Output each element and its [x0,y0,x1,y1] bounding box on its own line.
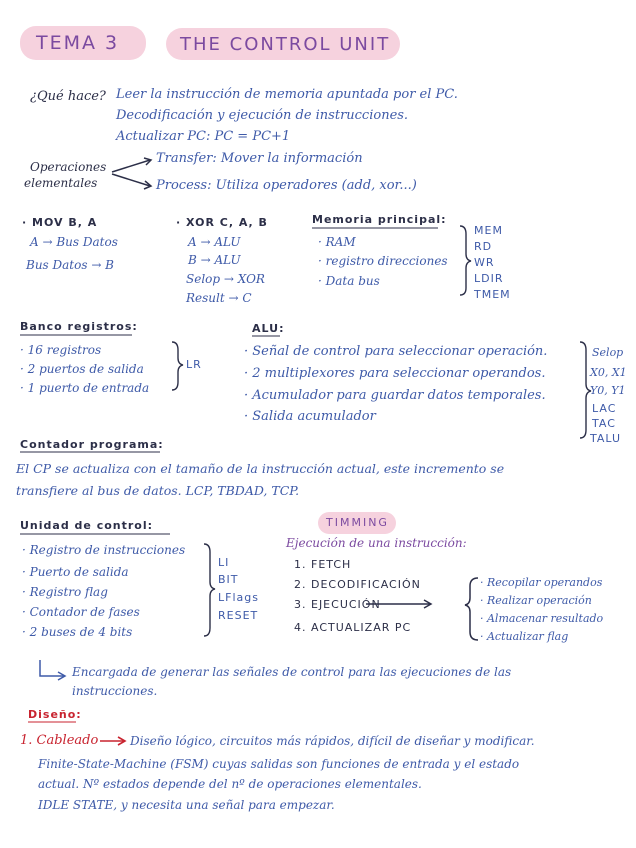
banco-signal: LR [186,358,202,371]
mov-line-1: A → Bus Datos [30,235,118,249]
xor-line-1: A → ALU [188,235,241,249]
tema-label: TEMA 3 [36,32,120,54]
unidad-item-1: · Registro de instrucciones [22,543,186,557]
alu-signal-y: Y0, Y1 [590,384,626,397]
ejecucion-item-4: · Actualizar flag [480,630,569,643]
xor-line-3: Selop → XOR [186,272,265,286]
transfer-text: Transfer: Mover la información [156,151,363,166]
transfer-arrow [112,160,150,172]
ejecucion-item-3: · Almacenar resultado [480,612,604,625]
diseno-line-1: Finite-State-Machine (FSM) cuyas salidas son funciones de entrada y el estado [38,757,520,771]
banco-item-2: · 2 puertos de salida [20,362,144,376]
contador-line-1: El CP se actualiza con el tamaño de la instrucción actual, este incremento se [16,461,505,476]
memoria-signal-ldir: LDIR [474,272,504,285]
process-text: Process: Utiliza operadores (add, xor...) [156,178,417,193]
unidad-item-5: · 2 buses de 4 bits [22,625,133,639]
unidad-item-3: · Registro flag [22,585,108,599]
timing-title: TIMMING [326,516,389,529]
xor-line-4: Result → C [186,291,252,305]
process-arrow [112,174,150,186]
memoria-signal-wr: WR [474,256,495,269]
unidad-signal-li: LI [218,556,230,569]
timing-subtitle: Ejecución de una instrucción: [286,536,467,550]
contador-line-2: transfiere al bus de datos. LCP, TBDAD, TCP. [16,483,300,498]
timing-step-1: 1. FETCH [294,558,352,571]
banco-title: Banco registros: [20,320,138,333]
contador-title: Contador programa: [20,438,164,451]
ejecucion-item-2: · Realizar operación [480,594,592,607]
memoria-signal-mem: MEM [474,224,503,237]
alu-signal-lac: LAC [592,402,617,415]
memoria-title: Memoria principal: [312,213,447,226]
alu-item-3: · Acumulador para guardar datos temporales. [244,388,546,403]
unidad-signal-bit: BIT [218,573,239,586]
xor-title: · XOR C, A, B [176,216,268,229]
cableado-text: Diseño lógico, circuitos más rápidos, difícil de diseñar y modificar. [130,734,535,748]
xor-line-2: B → ALU [188,253,241,267]
encargada-line-1: Encargada de generar las señales de control para las ejecuciones de las [72,665,512,679]
banco-item-1: · 16 registros [20,343,102,357]
timing-step-4: 4. ACTUALIZAR PC [294,621,412,634]
banco-brace [172,342,183,390]
unidad-item-4: · Contador de fases [22,605,140,619]
cableado-label: 1. Cableado [20,733,99,748]
operaciones-label-2: elementales [24,176,98,190]
intro-line-3: Actualizar PC: PC = PC+1 [116,129,291,144]
ejecucion-item-1: · Recopilar operandos [480,576,603,589]
unidad-brace [204,544,215,636]
memoria-item-2: · registro direcciones [318,254,448,268]
memoria-brace [460,226,471,295]
alu-item-2: · 2 multiplexores para seleccionar operandos. [244,366,546,381]
banco-item-3: · 1 puerto de entrada [20,381,150,395]
intro-line-2: Decodificación y ejecución de instrucciones. [116,108,409,123]
alu-signal-x: X0, X1 [590,366,627,379]
diseno-title: Diseño: [28,708,82,721]
alu-signal-selop: Selop [592,346,624,359]
operaciones-label-1: Operaciones [30,160,107,174]
unidad-signal-reset: RESET [218,609,259,622]
alu-item-4: · Salida acumulador [244,409,376,424]
memoria-item-1: · RAM [318,235,356,249]
timing-step-2: 2. DECODIFICACIÓN [294,578,421,591]
alu-signal-talu: TALU [590,432,622,445]
page-title: THE CONTROL UNIT [180,34,391,55]
diseno-line-3: IDLE STATE, y necesita una señal para empezar. [38,798,335,812]
alu-item-1: · Señal de control para seleccionar operación. [244,344,548,359]
mov-line-2: Bus Datos → B [26,258,115,272]
unidad-title: Unidad de control: [20,519,154,532]
memoria-signal-rd: RD [474,240,493,253]
diseno-line-2: actual. Nº estados depende del nº de operaciones elementales. [38,777,422,791]
intro-line-1: Leer la instrucción de memoria apuntada por el PC. [116,87,458,102]
mov-title: · MOV B, A [22,216,98,229]
memoria-item-3: · Data bus [318,274,380,288]
alu-title: ALU: [252,322,285,335]
timing-step-3: 3. EJECUCIÓN [294,598,381,611]
unidad-item-2: · Puerto de salida [22,565,129,579]
encargada-line-2: instrucciones. [72,684,158,698]
intro-question: ¿Qué hace? [30,89,106,104]
unidad-signal-lflags: LFlags [218,591,259,604]
alu-signal-tac: TAC [592,417,616,430]
ejecucion-brace [465,578,478,640]
memoria-signal-tmem: TMEM [474,288,511,301]
